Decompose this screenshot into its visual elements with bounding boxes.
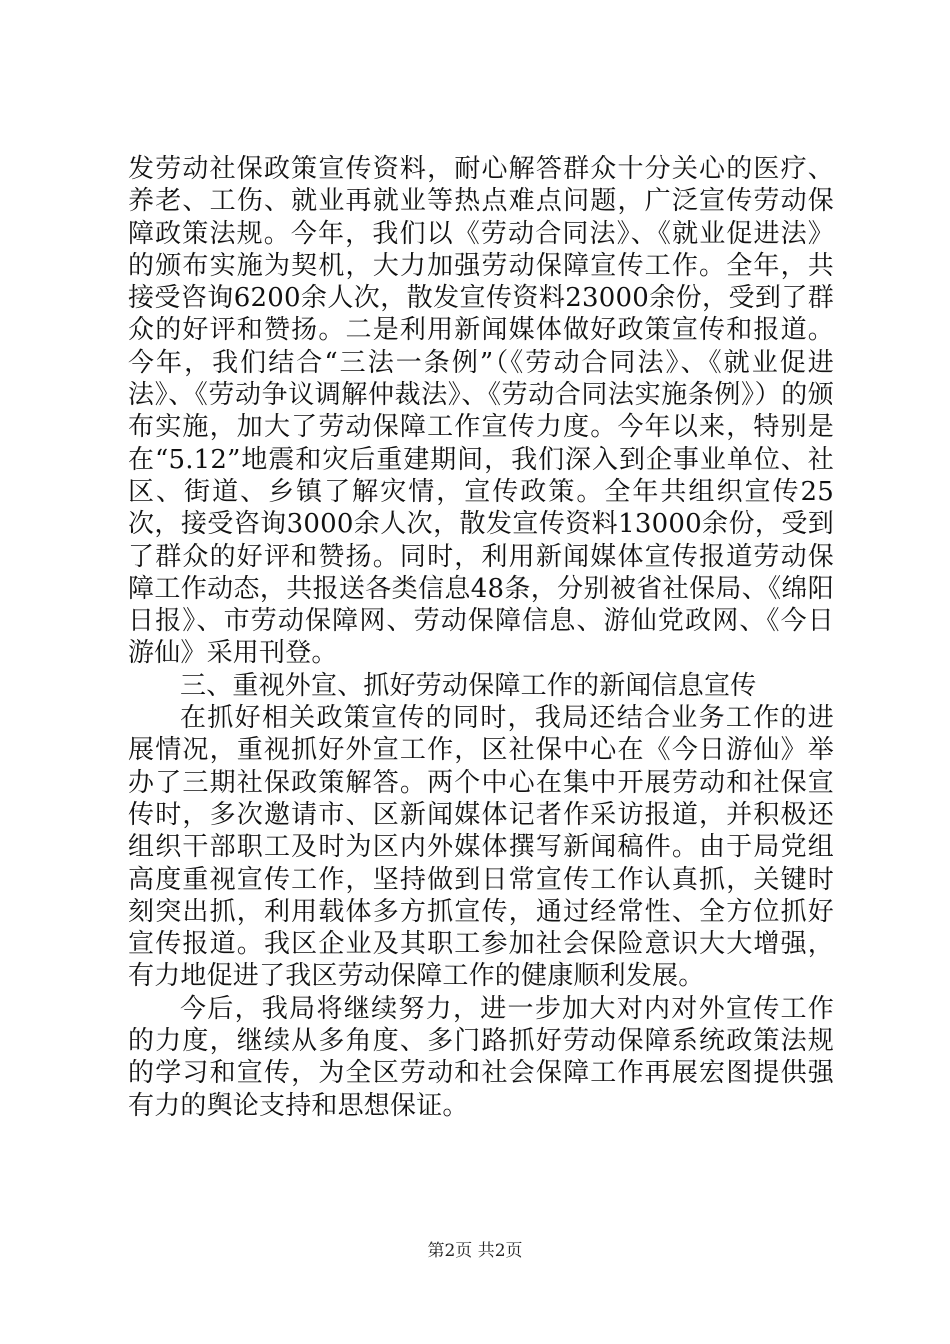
paragraph-external-publicity: 在抓好相关政策宣传的同时，我局还结合业务工作的进展情况，重视抓好外宣工作，区社保中心在《今日游仙》举办了三期社保政策解答。两个中心在集中开展劳动和社保宣传时，多次邀请市、区新闻媒体记者作采访报道，并积极还组织干部职工及时为区内外媒体撰写新闻稿件。由于局党组高度重视宣传工作，坚持做到日常宣传工作认真抓，关键时刻突出抓，利用载体多方抓宣传，通过经常性、全方位抓好宣传报道。我区企业及其职工参加社会保险意识大大增强，有力地促进了我区劳动保障工作的健康顺利发展。 <box>128 703 834 992</box>
paragraph-continuation: 发劳动社保政策宣传资料，耐心解答群众十分关心的医疗、养老、工伤、就业再就业等热点难点问题，广泛宣传劳动保障政策法规。今年，我们以《劳动合同法》、《就业促进法》的颁布实施为契机，大力加强劳动保障宣传工作。全年，共接受咨询6200余人次，散发宣传资料23000余份，受到了群众的好评和赞扬。二是利用新闻媒体做好政策宣传和报道。今年，我们结合“三法一条例”（《劳动合同法》、《就业促进法》、《劳动争议调解仲裁法》、《劳动合同法实施条例》）的颁布实施，加大了劳动保障工作宣传力度。今年以来，特别是在“5.12”地震和灾后重建期间，我们深入到企事业单位、社区、街道、乡镇了解灾情，宣传政策。全年共组织宣传25次，接受咨询3000余人次，散发宣传资料13000余份，受到了群众的好评和赞扬。同时，利用新闻媒体宣传报道劳动保障工作动态，共报送各类信息48条，分别被省社保局、《绵阳日报》、市劳动保障网、劳动保障信息、游仙党政网、《今日游仙》采用刊登。 <box>128 154 834 669</box>
document-body <box>128 153 834 1122</box>
page-footer: 第2页 共2页 <box>427 1241 523 1261</box>
section-heading: 三、重视外宣、抓好劳动保障工作的新闻信息宣传 <box>180 670 757 701</box>
paragraph-future-plans: 今后，我局将继续努力，进一步加大对内对外宣传工作的力度，继续从多角度、多门路抓好劳动保障系统政策法规的学习和宣传，为全区劳动和社会保障工作再展宏图提供强有力的舆论支持和思想保证。 <box>128 993 834 1121</box>
